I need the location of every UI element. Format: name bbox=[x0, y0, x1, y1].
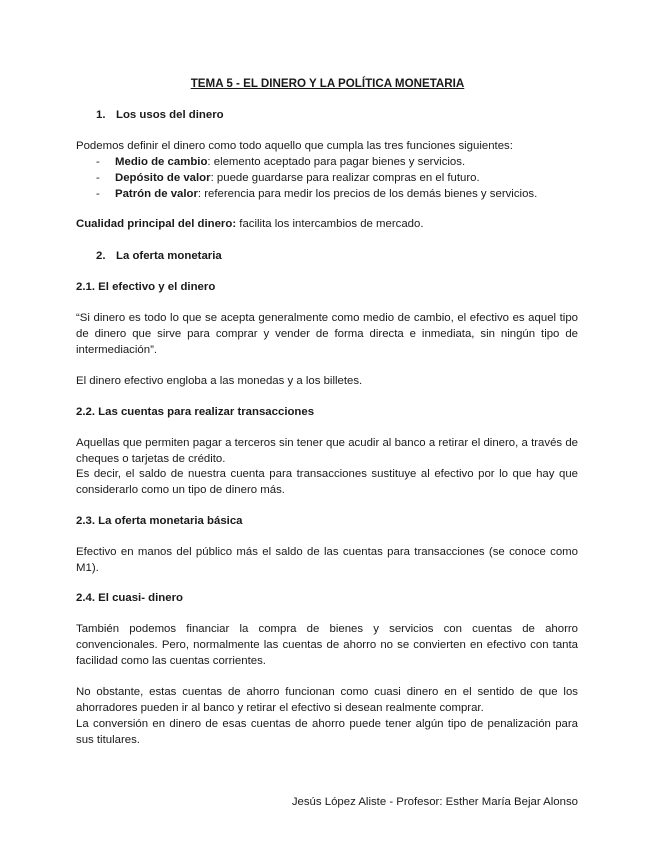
section-2-number: 2. bbox=[96, 250, 106, 262]
bullet-term: Patrón de valor bbox=[115, 188, 198, 200]
section-1-number: 1. bbox=[96, 109, 106, 121]
subsection-2-4-paragraph: No obstante, estas cuentas de ahorro funcionan como cuasi dinero en el sentido de que los ahorradores pueden ir al banco y retirar el efectivo si desean realmente comprar. bbox=[76, 686, 578, 714]
subsection-2-4-heading: 2.4. El cuasi- dinero bbox=[76, 592, 183, 604]
bullet-text: : elemento aceptado para pagar bienes y servicios. bbox=[207, 156, 466, 168]
section-2-title: La oferta monetaria bbox=[116, 250, 222, 262]
subsection-2-4-paragraph: También podemos financiar la compra de bienes y servicios con cuentas de ahorro convencionales. Pero, normalmente las cuentas de ahorro no se convierten en efectivo con tanta facilidad como las cuentas corrientes. bbox=[76, 623, 578, 667]
subsection-2-1-paragraph: “Si dinero es todo lo que se acepta generalmente como medio de cambio, el efectivo es aquel tipo de dinero que sirve para comprar y vender de forma directa e inmediata, sin ningún tipo de intermediación”. bbox=[76, 312, 578, 356]
subsection-2-1-heading: 2.1. El efectivo y el dinero bbox=[76, 281, 216, 293]
subsection-2-4-paragraph: La conversión en dinero de esas cuentas de ahorro puede tener algún tipo de penalización para sus titulares. bbox=[76, 718, 578, 746]
subsection-2-2-paragraph: Es decir, el saldo de nuestra cuenta para transacciones sustituye al efectivo por lo que hay que considerarlo como un tipo de dinero más. bbox=[76, 468, 578, 496]
bullet-text: : puede guardarse para realizar compras en el futuro. bbox=[210, 172, 480, 184]
section-1-intro: Podemos definir el dinero como todo aquello que cumpla las tres funciones siguientes: bbox=[76, 140, 513, 152]
bullet-text: : referencia para medir los precios de los demás bienes y servicios. bbox=[197, 188, 538, 200]
bullet-term: Medio de cambio bbox=[115, 156, 208, 168]
section-1-title: Los usos del dinero bbox=[116, 109, 224, 121]
bullet-term: Depósito de valor bbox=[115, 172, 211, 184]
bullet-dash: - bbox=[96, 156, 100, 168]
subsection-2-3-heading: 2.3. La oferta monetaria básica bbox=[76, 515, 243, 527]
subsection-2-1-paragraph: El dinero efectivo engloba a las monedas y a los billetes. bbox=[76, 375, 363, 387]
bullet-dash: - bbox=[96, 188, 100, 200]
subsection-2-3-paragraph: Efectivo en manos del público más el saldo de las cuentas para transacciones (se conoce como M1). bbox=[76, 546, 578, 574]
bullet-dash: - bbox=[96, 172, 100, 184]
subsection-2-2-heading: 2.2. Las cuentas para realizar transacciones bbox=[76, 406, 315, 418]
section-1-heading bbox=[96, 107, 224, 123]
subsection-2-2-paragraph: Aquellas que permiten pagar a terceros sin tener que acudir al banco a retirar el dinero, a través de cheques o tarjetas de crédito. bbox=[76, 437, 578, 465]
section-2-heading bbox=[96, 248, 222, 264]
page-title: TEMA 5 - EL DINERO Y LA POLÍTICA MONETARIA bbox=[190, 77, 465, 90]
quality-line bbox=[76, 216, 578, 232]
quality-text: facilita los intercambios de mercado. bbox=[236, 218, 424, 230]
page-footer: Jesús López Aliste - Profesor: Esther María Bejar Alonso bbox=[291, 796, 578, 808]
quality-label: Cualidad principal del dinero: bbox=[76, 218, 237, 230]
